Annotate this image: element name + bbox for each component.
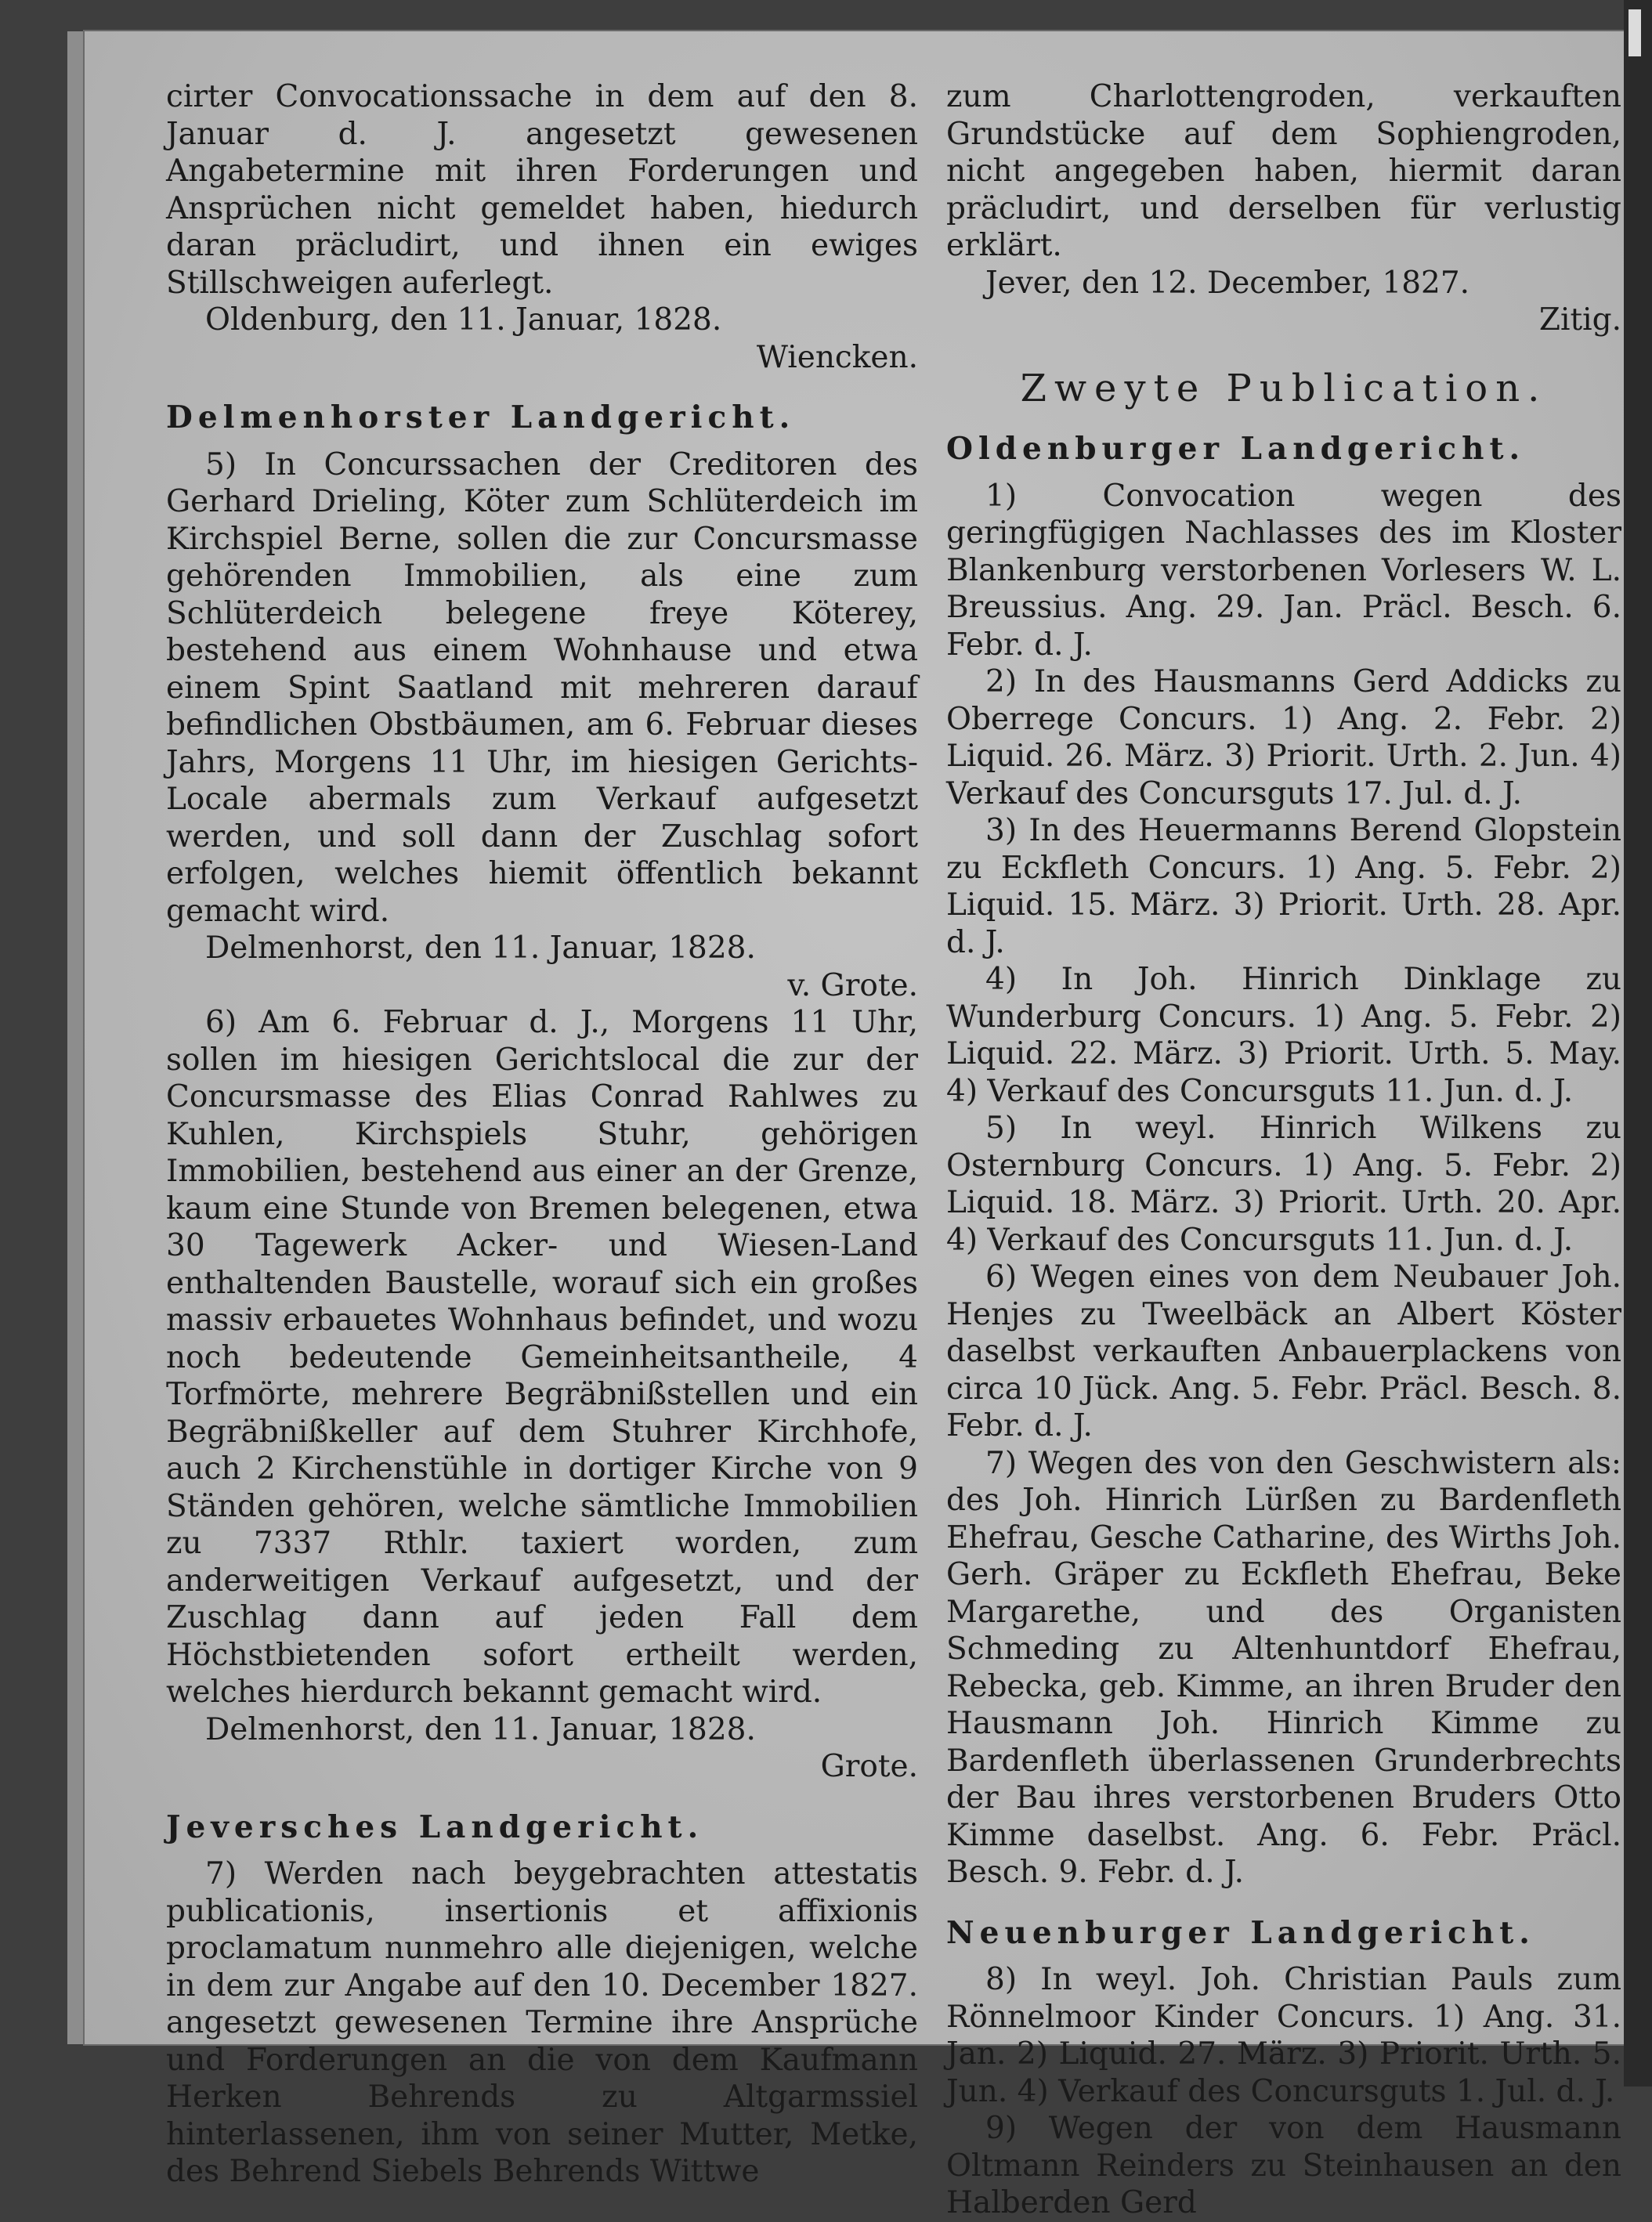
publication-entry: 2) In des Hausmanns Gerd Addicks zu Oberrege Concurs. 1) Ang. 2. Febr. 2) Liquid. 26. März. 3) Priorit. Urth. 2. Jun. 4) Verkauf des Concursguts 17. Jul. d. J. — [946, 664, 1621, 811]
entry-6: 6) Am 6. Februar d. J., Morgens 11 Uhr, sollen im hiesigen Gerichtslocal die zur der Concursmasse des Elias Conrad Rahlwes zu Kuhlen, Kirchspiels Stuhr, gehörigen Immobilien, bestehend aus einer an der Grenze, kaum eine Stunde von Bremen belegenen, etwa 30 Tagewerk Acker- und Wiesen-Land enthaltenden Baustelle, worauf sich ein großes massiv erbauetes Wohnhaus befindet, und wozu noch bedeutende Gemeinheitsantheile, 4 Torfmörte, mehrere Begräbnißstellen und ein Begräbnißkeller auf dem Stuhrer Kirchhofe, auch 2 Kirchenstühle in dortiger Kirche von 9 Ständen gehören, welche sämtliche Immobilien zu 7337 Rthlr. taxiert worden, zum anderweitigen Verkauf aufgesetzt, und der Zuschlag dann auf jeden Fall dem Höchstbietenden sofort ertheilt werden, welches hierdurch bekannt gemacht wird. — [166, 1005, 918, 1710]
entry-8: 8) In weyl. Joh. Christian Pauls zum Rönnelmoor Kinder Concurs. 1) Ang. 31. Jan. 2) Liquid. 27. März. 3) Priorit. Urth. 5. Jun. 4) Verkauf des Concursguts 1. Jul. d. J. — [946, 1962, 1621, 2109]
right-place-date: Jever, den 12. December, 1827. — [985, 265, 1470, 301]
publication-entry: 1) Convocation wegen des geringfügigen Nachlasses des im Kloster Blankenburg verstorbenen Vorlesers W. L. Breussius. Ang. 29. Jan. Präcl. Besch. 6. Febr. d. J. — [946, 478, 1621, 663]
publication-entry: 7) Wegen des von den Geschwistern als: des Joh. Hinrich Lürßen zu Bardenfleth Ehefrau, Gesche Catharine, des Wirths Joh. Gerh. Gräper zu Eckfleth Ehefrau, Beke Margarethe, und des Organisten Schmeding zu Altenhuntdorf Ehefrau, Rebecka, geb. Kimme, an ihren Bruder den Hausmann Joh. Hinrich Kimme zu Bardenfleth überlassenen Grunderbrechts der Bau ihres verstorbenen Bruders Otto Kimme daselbst. Ang. 6. Febr. Präcl. Besch. 9. Febr. d. J. — [946, 1445, 1621, 1890]
right-column — [946, 78, 1621, 2222]
entry-5: 5) In Concurssachen der Creditoren des Gerhard Drieling, Köter zum Schlüterdeich im Kirchspiel Berne, sollen die zur Concursmasse gehörenden Immobilien, als eine zum Schlüterdeich belegene freye Köterey, bestehend aus einem Wohnhause und etwa einem Spint Saatland mit mehreren darauf befindlichen Obstbäumen, am 6. Februar dieses Jahrs, Morgens 11 Uhr, im hiesigen Gerichts-Locale abermals zum Verkauf aufgesetzt werden, und soll dann der Zuschlag sofort erfolgen, welches hiemit öffentlich bekannt gemacht wird. — [166, 446, 918, 929]
heading-delmenhorst: Delmenhorster Landgericht. — [166, 399, 796, 435]
entry-5-place-date: Delmenhorst, den 11. Januar, 1828. — [205, 930, 756, 966]
section-title: Zweyte Publication. — [1020, 366, 1548, 410]
scan-border — [1624, 0, 1652, 2087]
publication-entry: 6) Wegen eines von dem Neubauer Joh. Henjes zu Tweelbäck an Albert Köster daselbst verkauften Anbauerplackens von circa 10 Jück. Ang. 5. Febr. Präcl. Besch. 8. Febr. d. J. — [946, 1259, 1621, 1443]
heading-jever: Jeversches Landgericht. — [166, 1808, 704, 1845]
publication-entry: 4) In Joh. Hinrich Dinklage zu Wunderburg Concurs. 1) Ang. 5. Febr. 2) Liquid. 22. März. 3) Priorit. Urth. 5. May. 4) Verkauf des Concursguts 11. Jun. d. J. — [946, 962, 1621, 1109]
right-signature: Zitig. — [1538, 302, 1621, 338]
entry-9: 9) Wegen der von dem Hausmann Oltmann Reinders zu Steinhausen an den Halberden Gerd — [946, 2111, 1621, 2220]
publication-entry: 3) In des Heuermanns Berend Glopstein zu Eckfleth Concurs. 1) Ang. 5. Febr. 2) Liquid. 15. März. 3) Priorit. Urth. 28. Apr. d. J. — [946, 813, 1621, 960]
entry-7: 7) Werden nach beygebrachten attestatis publicationis, insertionis et affixionis proclamatum nunmehro alle diejenigen, welche in dem zur Angabe auf den 10. December 1827. angesetzt gewesenen Termine ihre Ansprüche und Forderungen an die von dem Kaufmann Herken Behrends zu Altgarmssiel hinterlassenen, ihm von seiner Mutter, Metke, des Behrend Siebels Behrends Wittwe — [166, 1856, 918, 2189]
continuation-paragraph: zum Charlottengroden, verkauften Grundstücke auf dem Sophiengroden, nicht angegeben haben, hiermit daran präcludirt, und derselben für verlustig erklärt. — [946, 79, 1621, 263]
intro-place-date: Oldenburg, den 11. Januar, 1828. — [205, 302, 722, 338]
entry-6-place-date: Delmenhorst, den 11. Januar, 1828. — [205, 1711, 756, 1747]
entry-5-signature: v. Grote. — [787, 967, 918, 1003]
publication-entry: 5) In weyl. Hinrich Wilkens zu Osternburg Concurs. 1) Ang. 5. Febr. 2) Liquid. 18. März. 3) Priorit. Urth. 20. Apr. 4) Verkauf des Concursguts 11. Jun. d. J. — [946, 1111, 1621, 1258]
left-column — [166, 78, 918, 2191]
intro-paragraph: cirter Convocationssache in dem auf den 8. Januar d. J. angesetzt gewesenen Angabetermine mit ihren Forderungen und Ansprüchen nicht gemeldet haben, hiedurch daran präcludirt, und ihnen ein ewiges Stillschweigen auferlegt. — [166, 79, 918, 301]
intro-signature: Wiencken. — [756, 339, 918, 375]
entry-6-signature: Grote. — [820, 1749, 918, 1784]
heading-neuenburg: Neuenburger Landgericht. — [946, 1914, 1535, 1951]
heading-oldenburg: Oldenburger Landgericht. — [946, 431, 1526, 467]
